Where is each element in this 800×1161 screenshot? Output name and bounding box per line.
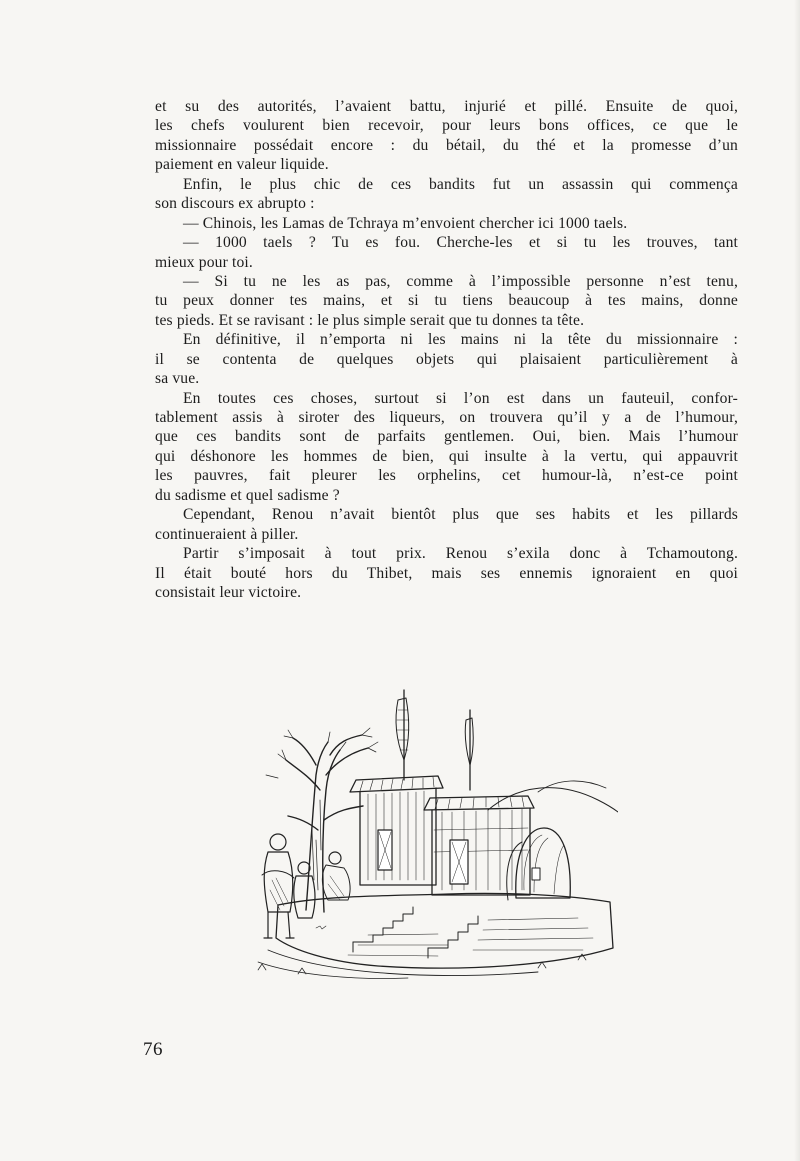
text-line: Enfin, le plus chic de ces bandits fut un assassin qui commença <box>183 175 738 193</box>
text-line: En toutes ces choses, surtout si l’on est dans un fauteuil, confor- <box>183 389 738 407</box>
text-line: il se contenta de quelques objets qui plaisaient particulièrement à <box>155 350 738 368</box>
text-line: les chefs voulurent bien recevoir, pour leurs bons offices, ce que le <box>155 117 738 135</box>
text-line: Cependant, Renou n’avait bientôt plus que ses habits et les pillards <box>183 506 738 524</box>
text-line: paiement en valeur liquide. <box>155 156 329 174</box>
text-line: consistait leur victoire. <box>155 583 302 601</box>
text-line: tes pieds. Et se ravisant : le plus simple serait que tu donnes ta tête. <box>155 311 585 329</box>
text-line: En définitive, il n’emporta ni les mains ni la tête du missionnaire : <box>183 331 738 349</box>
page-number: 76 <box>143 1039 163 1060</box>
text-line: son discours ex abrupto : <box>155 195 315 213</box>
text-line: du sadisme et quel sadisme ? <box>155 486 340 504</box>
text-line: Partir s’imposait à tout prix. Renou s’exila donc à Tchamoutong. <box>183 545 738 563</box>
text-line: que ces bandits sont de parfaits gentlemen. Oui, bien. Mais l’humour <box>155 428 738 446</box>
text-line: mieux pour toi. <box>155 253 253 271</box>
text-line: tu peux donner tes mains, et si tu tiens beaucoup à tes mains, donne <box>155 292 738 310</box>
text-line: missionnaire possédait encore : du bétail, du thé et la promesse d’un <box>155 136 738 154</box>
text-line: qui déshonore les hommes de bien, qui insulte à la vertu, qui appauvrit <box>155 447 738 465</box>
text-line: — Chinois, les Lamas de Tchraya m’envoient chercher ici 1000 taels. <box>183 214 628 232</box>
text-line: les pauvres, fait pleurer les orphelins, cet humour-là, n’est-ce point <box>155 467 738 485</box>
text-line: — 1000 taels ? Tu es fou. Cherche-les et si tu les trouves, tant <box>183 234 738 252</box>
body-text <box>155 97 738 602</box>
text-line: continueraient à piller. <box>155 525 299 543</box>
text-line: Il était bouté hors du Thibet, mais ses ennemis ignoraient en quoi <box>155 564 738 582</box>
text-line: — Si tu ne les as pas, comme à l’impossible personne n’est tenu, <box>183 272 738 290</box>
text-line: et su des autorités, l’avaient battu, injurié et pillé. Ensuite de quoi, <box>155 98 738 115</box>
text-line: sa vue. <box>155 370 200 388</box>
lamasery-sketch-icon <box>238 680 618 980</box>
page-edge-shadow <box>794 0 800 1161</box>
text-line: tablement assis à siroter des liqueurs, on trouvera qu’il y a de l’humour, <box>155 409 738 426</box>
